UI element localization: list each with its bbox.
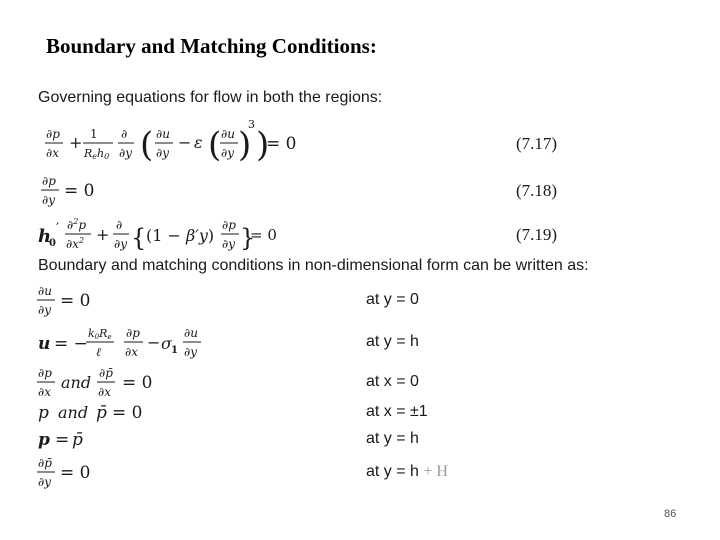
svg-text:∂u: ∂u bbox=[221, 127, 235, 141]
svg-text:u: u bbox=[38, 334, 51, 354]
condition-3: at x = 0 bbox=[366, 373, 419, 390]
equation-7-19 bbox=[38, 217, 277, 252]
svg-text:∂y: ∂y bbox=[42, 193, 55, 207]
svg-text:= −: = − bbox=[54, 334, 88, 354]
condition-5-math bbox=[38, 430, 83, 450]
svg-text:∂u: ∂u bbox=[38, 284, 52, 298]
svg-text:= 0: = 0 bbox=[250, 226, 277, 244]
condition-3-math bbox=[37, 366, 152, 399]
svg-text:∂p: ∂p bbox=[42, 174, 56, 188]
svg-text:p̄: p̄ bbox=[96, 403, 107, 423]
equation-7-17 bbox=[45, 118, 296, 165]
svg-text:∂y: ∂y bbox=[156, 146, 169, 160]
equation-7-18 bbox=[41, 174, 94, 207]
condition-1-math bbox=[37, 284, 90, 317]
svg-text:−: − bbox=[178, 133, 192, 152]
svg-text:∂y: ∂y bbox=[38, 303, 51, 317]
svg-text:∂x: ∂x bbox=[46, 146, 59, 160]
equation-number-7-18: (7.18) bbox=[516, 181, 558, 200]
svg-text:−: − bbox=[147, 333, 161, 352]
svg-text:∂y: ∂y bbox=[38, 475, 51, 489]
svg-text:+: + bbox=[69, 133, 83, 152]
svg-text:Reh0: Reh0 bbox=[84, 147, 110, 161]
svg-text:and: and bbox=[61, 373, 92, 392]
svg-text:{: { bbox=[131, 224, 147, 252]
svg-text:1: 1 bbox=[90, 127, 98, 141]
svg-text:p̄: p̄ bbox=[72, 430, 83, 450]
svg-text:= 0: = 0 bbox=[60, 463, 91, 483]
svg-text:∂: ∂ bbox=[116, 218, 123, 232]
svg-text:and: and bbox=[58, 403, 89, 422]
svg-text:3: 3 bbox=[248, 118, 255, 131]
svg-text:= 0: = 0 bbox=[64, 181, 95, 201]
svg-text:′: ′ bbox=[56, 221, 60, 237]
svg-text:p: p bbox=[38, 403, 49, 423]
condition-4: at x = ±1 bbox=[366, 403, 428, 420]
condition-2-math bbox=[38, 326, 201, 359]
svg-text:∂x2: $\partial x^2$ bbox=[66, 236, 85, 251]
svg-text:}: } bbox=[240, 224, 256, 252]
svg-text:): ) bbox=[256, 125, 270, 165]
svg-text:k0Re: k0Re bbox=[88, 327, 112, 341]
condition-6: at y = h + H bbox=[366, 463, 448, 480]
svg-text:= 0: = 0 bbox=[122, 373, 153, 393]
svg-text:∂x: ∂x bbox=[125, 345, 138, 359]
svg-text:∂p̄: ∂p̄ bbox=[38, 456, 52, 470]
svg-text:∂x: ∂x bbox=[98, 385, 111, 399]
svg-text:ε: ε bbox=[194, 133, 203, 152]
svg-text:(1 − β′y): (1 − β′y) bbox=[146, 226, 215, 245]
svg-text:h: h bbox=[38, 226, 52, 247]
condition-2: at y = h bbox=[366, 333, 419, 350]
svg-text:∂p̄: ∂p̄ bbox=[99, 366, 113, 380]
svg-text:∂p: ∂p bbox=[126, 326, 140, 340]
svg-text:∂x: ∂x bbox=[38, 385, 51, 399]
svg-text:∂u: ∂u bbox=[156, 127, 170, 141]
svg-text:σ: σ bbox=[161, 334, 172, 353]
svg-text:= 0: = 0 bbox=[266, 134, 297, 154]
page-number: 86 bbox=[664, 508, 677, 520]
svg-text:∂y: ∂y bbox=[114, 237, 127, 251]
svg-text:∂p: ∂p bbox=[38, 366, 52, 380]
slide-title: Boundary and Matching Conditions: bbox=[46, 34, 377, 58]
matching-conditions-intro: Boundary and matching conditions in non-dimensional form can be written as: bbox=[38, 257, 589, 274]
governing-equations-intro: Governing equations for flow in both the regions: bbox=[38, 89, 383, 106]
svg-text:+: + bbox=[96, 225, 110, 244]
svg-text:=: = bbox=[55, 430, 70, 450]
svg-text:= 0: = 0 bbox=[112, 403, 143, 423]
svg-text:(: ( bbox=[208, 125, 222, 165]
svg-text:ℓ: ℓ bbox=[96, 345, 101, 359]
svg-text:∂u: ∂u bbox=[184, 326, 198, 340]
svg-text:0: 0 bbox=[49, 238, 56, 249]
condition-5: at y = h bbox=[366, 430, 419, 447]
svg-text:p: p bbox=[38, 430, 50, 450]
svg-text:∂y: ∂y bbox=[119, 146, 132, 160]
svg-text:∂: ∂ bbox=[121, 127, 128, 141]
svg-text:∂y: ∂y bbox=[184, 345, 197, 359]
condition-1: at y = 0 bbox=[366, 291, 419, 308]
svg-text:∂p: ∂p bbox=[222, 218, 236, 232]
svg-text:∂y: ∂y bbox=[221, 146, 234, 160]
svg-text:∂y: ∂y bbox=[222, 237, 235, 251]
equation-number-7-19: (7.19) bbox=[516, 225, 558, 244]
svg-text:∂p: ∂p bbox=[46, 127, 60, 141]
condition-4-math bbox=[38, 403, 142, 423]
svg-text:1: 1 bbox=[171, 345, 178, 356]
svg-text:(: ( bbox=[140, 125, 154, 165]
svg-text:): ) bbox=[238, 125, 252, 165]
condition-6-math bbox=[37, 456, 90, 489]
svg-text:= 0: = 0 bbox=[60, 291, 91, 311]
equation-number-7-17: (7.17) bbox=[516, 134, 558, 153]
svg-text:∂2p: ∂$^2$p bbox=[67, 217, 86, 232]
